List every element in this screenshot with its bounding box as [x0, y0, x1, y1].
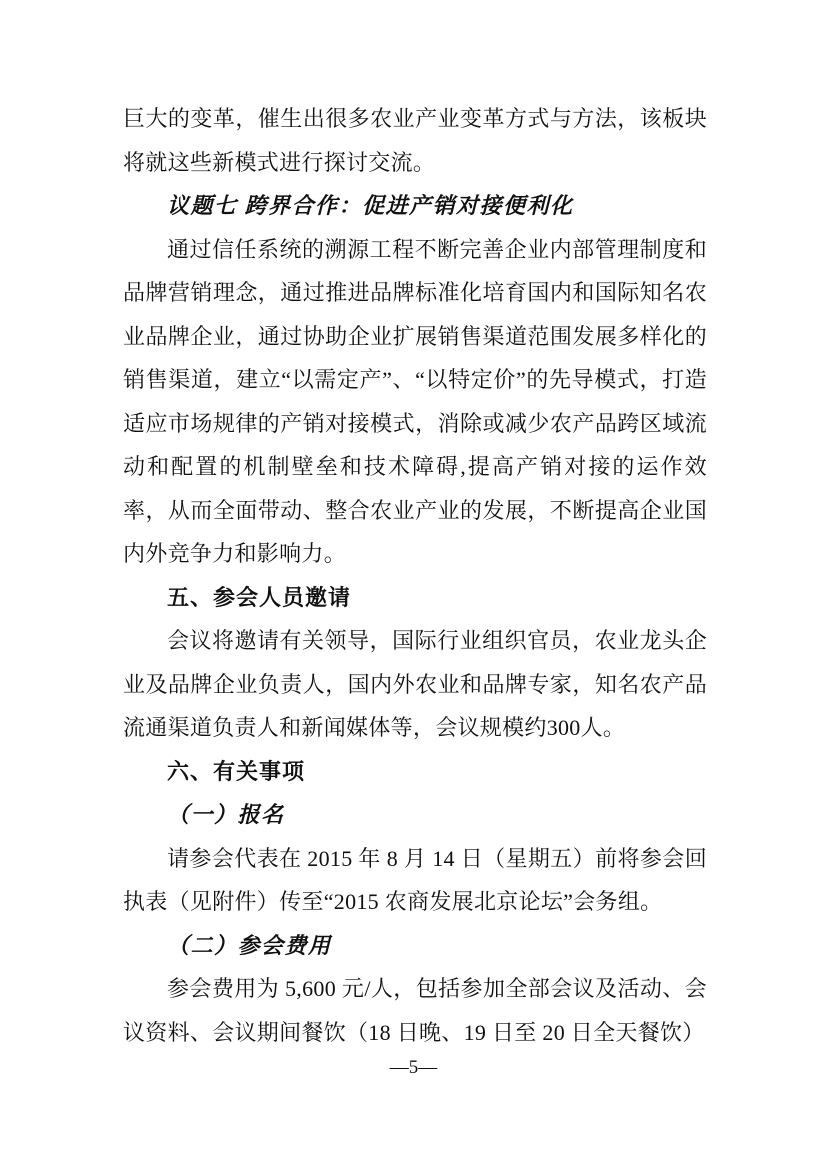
- document-body: [123, 97, 707, 1054]
- subsection-heading-signup: （一）报名: [167, 802, 285, 827]
- section5-heading: 五、参会人员邀请: [167, 584, 352, 610]
- topic7-heading: 议题七 跨界合作：促进产销对接便利化: [167, 193, 574, 218]
- section6-heading: 六、有关事项: [167, 758, 306, 784]
- body-paragraph-topic7: 通过信任系统的溯源工程不断完善企业内部管理制度和品牌营销理念，通过推进品牌标准化培育国内和国际知名农业品牌企业，通过协助企业扩展销售渠道范围发展多样化的销售渠道，建立“以需定产”、“以特定价”的先导模式，打造适应市场规律的产销对接模式，消除或减少农产品跨区域流动和配置的机制壁垒和技术障碍,提高产销对接的运作效率，从而全面带动、整合农业产业的发展，不断提高企业国内外竞争力和影响力。: [123, 236, 707, 566]
- body-paragraph-continuation: 巨大的变革，催生出很多农业产业变革方式与方法，该板块将就这些新模式进行探讨交流。: [123, 106, 707, 175]
- subsection-heading-fee: （二）参会费用: [167, 932, 332, 958]
- body-paragraph-signup: 请参会代表在 2015 年 8 月 14 日（星期五）前将参会回执表（见附件）传至“2015 农商发展北京论坛”会务组。: [123, 845, 707, 914]
- body-paragraph-fee: 参会费用为 5,600 元/人，包括参加全部会议及活动、会议资料、会议期间餐饮（18 日晚、19 日至 20 日全天餐饮）: [123, 976, 707, 1045]
- page-number: —5—: [389, 1057, 438, 1078]
- body-paragraph-attendees: 会议将邀请有关领导，国际行业组织官员，农业龙头企业及品牌企业负责人，国内外农业和品牌专家，知名农产品流通渠道负责人和新闻媒体等，会议规模约300人。: [123, 628, 707, 740]
